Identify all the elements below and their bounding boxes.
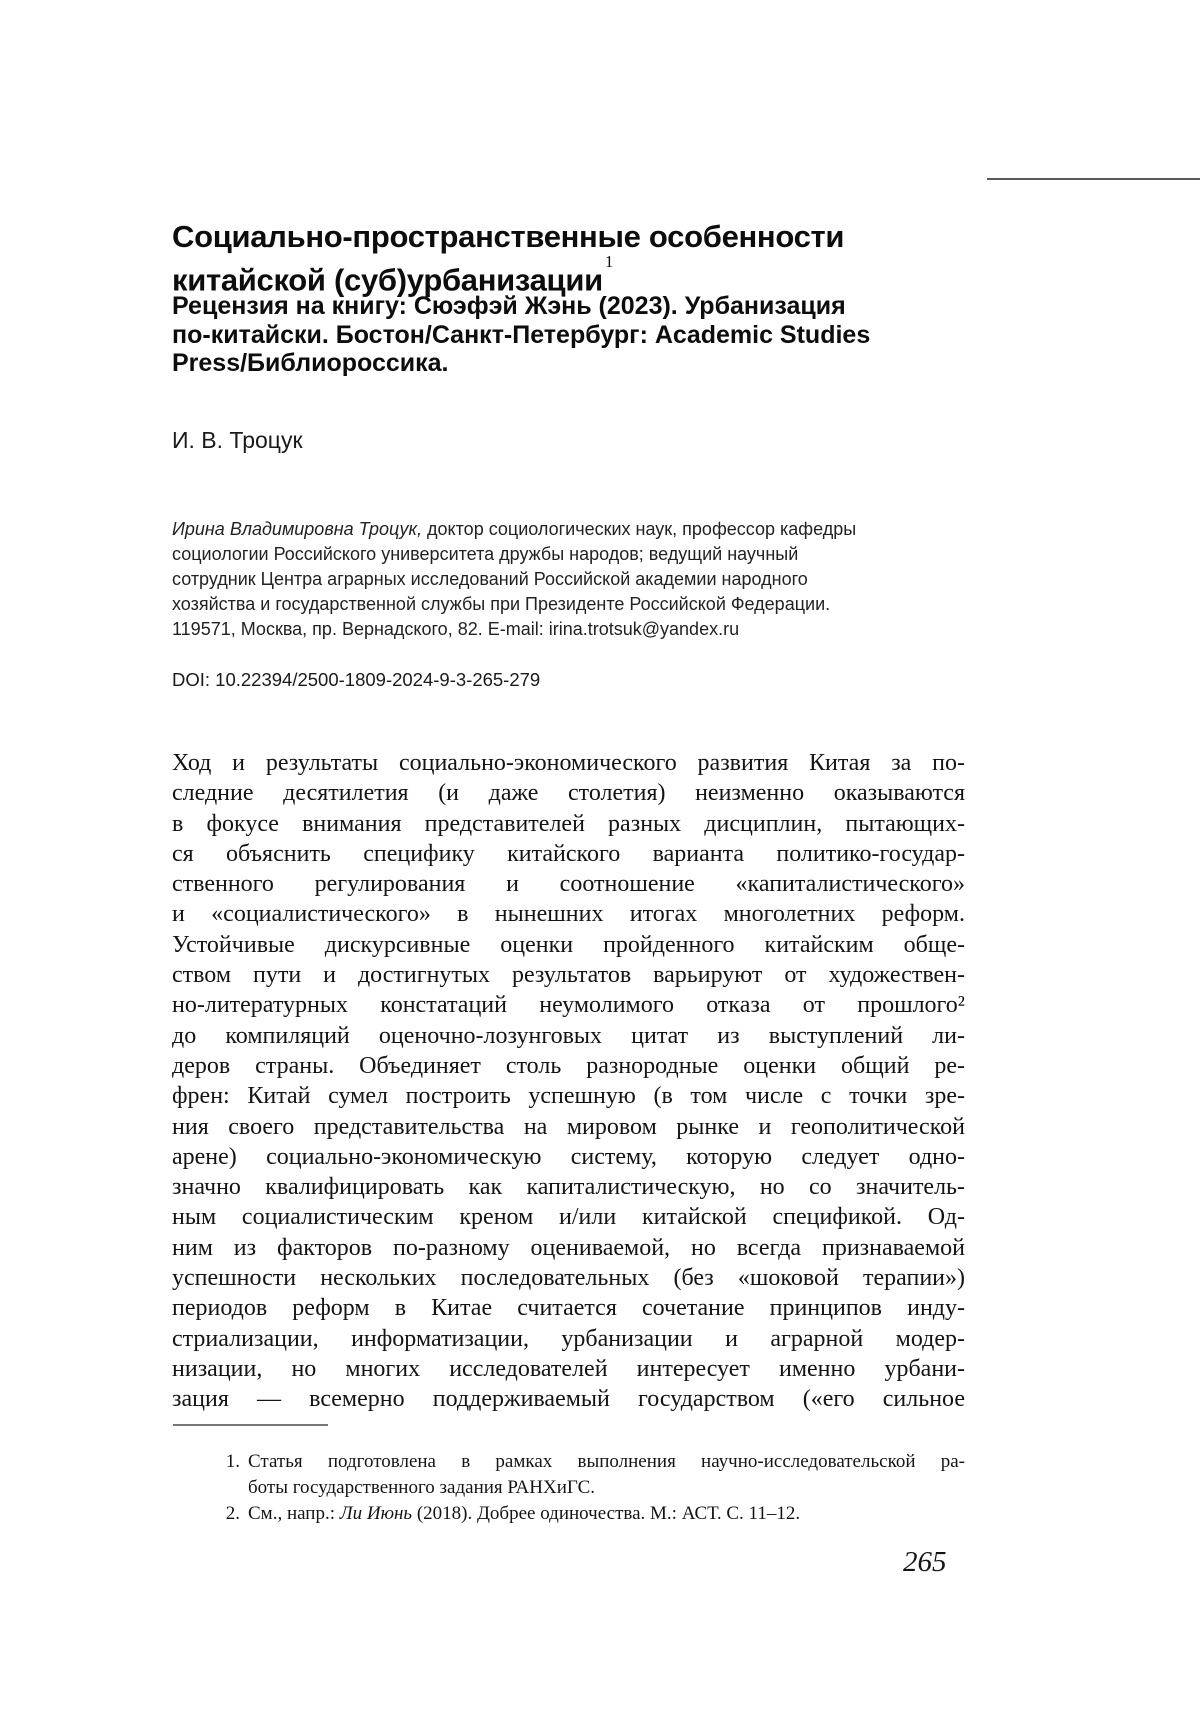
doi-text: DOI: 10.22394/2500-1809-2024-9-3-265-279 <box>172 669 541 690</box>
title-footnote-ref: 1 <box>604 252 614 271</box>
affiliation-line: 119571, Москва, пр. Вернадского, 82. E-mail: irina.trotsuk@yandex.ru <box>172 619 740 639</box>
body-text-line: Устойчивые дискурсивные оценки пройденного китайским обще- <box>172 931 965 958</box>
subtitle-line: по-китайски. Бостон/Санкт-Петербург: Academic Studies <box>172 320 871 349</box>
author-name: И. В. Троцук <box>172 427 303 453</box>
article-title <box>172 218 992 298</box>
footnote-1-line-2: боты государственного задания РАНХиГС. <box>248 1477 596 1498</box>
body-text-line: и «социалистического» в нынешних итогах многолетних реформ. <box>172 901 965 928</box>
body-text-line: френ: Китай сумел построить успешную (в том числе с точки зре- <box>172 1083 965 1110</box>
affiliation-author-name: Ирина Владимировна Троцук, <box>172 519 423 539</box>
footnote-text-1 <box>248 1449 965 1501</box>
body-text-line: значно квалифицировать как капиталистическую, но со значитель- <box>172 1174 965 1201</box>
body-text-line: периодов реформ в Китае считается сочетание принципов инду- <box>172 1295 965 1322</box>
subtitle-line: Press/Библиороссика. <box>172 349 449 377</box>
body-text-line: ственного регулирования и соотношение «капиталистического» <box>172 871 965 898</box>
body-text-line: зация — всемерно поддерживаемый государством («его сильное <box>172 1386 965 1413</box>
footnote-item-2 <box>172 1501 965 1527</box>
body-text-line: в фокусе внимания представителей разных дисциплин, пытающих- <box>172 810 965 837</box>
page-number: 265 <box>903 1546 947 1578</box>
body-text-line: до компиляций оценочно-лозунговых цитат из выступлений ли- <box>172 1022 965 1049</box>
footnote-book-author: Ли Июнь <box>339 1503 413 1524</box>
body-text-line: ным социалистическим креном и/или китайской спецификой. Од- <box>172 1204 965 1231</box>
body-text-line: но-литературных констатаций неумолимого отказа от прошлого² <box>172 992 965 1019</box>
article-title-line-1: Социально-пространственные особенности <box>172 219 845 254</box>
header-rule <box>987 178 1200 180</box>
affiliation-block <box>172 517 932 642</box>
body-text-line: арене) социально-экономическую систему, которую следует одно- <box>172 1143 965 1170</box>
footnote-marker-2: 2. <box>225 1503 240 1524</box>
footnote-item-1 <box>172 1449 965 1501</box>
body-text-line: ством пути и достигнутых результатов варьируют от художествен- <box>172 962 965 989</box>
footnote-2-suffix: (2018). Добрее одиночества. М.: АСТ. С. 11–12. <box>412 1503 801 1524</box>
body-text-line: следние десятилетия (и даже столетия) неизменно оказываются <box>172 780 965 807</box>
footnotes-block <box>172 1449 965 1527</box>
footnote-rule <box>173 1424 328 1426</box>
body-text-line: низации, но многих исследователей интересует именно урбани- <box>172 1355 965 1382</box>
affiliation-line: хозяйства и государственной службы при Президенте Российской Федерации. <box>172 594 831 614</box>
affiliation-lines <box>172 542 932 642</box>
article-subtitle <box>172 292 992 378</box>
body-text-line: Ход и результаты социально-экономического развития Китая за по- <box>172 750 965 776</box>
footnote-2-prefix: См., напр.: <box>248 1503 340 1524</box>
article-title-line-2: китайской (суб)урбанизации$^1$ <box>172 252 614 298</box>
body-text-line: ся объяснить специфику китайского варианта политико-государ- <box>172 840 965 867</box>
affiliation-line: социологии Российского университета дружбы народов; ведущий научный <box>172 544 799 564</box>
body-text-line: ним из факторов по-разному оцениваемой, но всегда признаваемой <box>172 1234 965 1261</box>
affiliation-line-1-rest: доктор социологических наук, профессор кафедры <box>422 519 857 539</box>
affiliation-line: сотрудник Центра аграрных исследований Российской академии народного <box>172 569 808 589</box>
body-text-line: деров страны. Объединяет столь разнородные оценки общий ре- <box>172 1052 965 1079</box>
body-text-line: ния своего представительства на мировом рынке и геополитической <box>172 1113 965 1140</box>
body-text-line: успешности нескольких последовательных (без «шоковой терапии») <box>172 1265 965 1292</box>
footnote-1-line-1: Статья подготовлена в рамках выполнения научно-исследовательской ра- <box>248 1451 965 1472</box>
affiliation-line-1 <box>172 517 932 542</box>
footnote-text-2 <box>248 1501 965 1527</box>
body-text-line: стриализации, информатизации, урбанизации и аграрной модер- <box>172 1325 965 1352</box>
footnote-marker-1: 1. <box>225 1451 240 1472</box>
subtitle-line: Рецензия на книгу: Сюэфэй Жэнь (2023). Урбанизация <box>172 292 846 320</box>
body-paragraph <box>172 748 965 1415</box>
